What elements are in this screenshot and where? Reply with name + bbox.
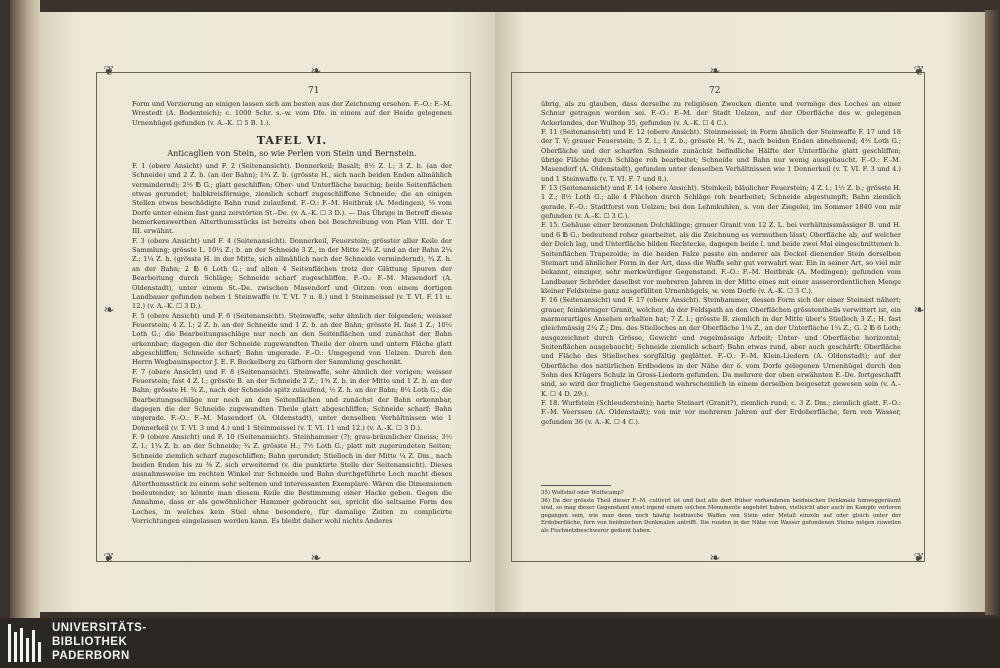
ornament-bottom-left-icon: ❦ bbox=[103, 551, 115, 566]
paragraph-f11: F. 11 (Seitenansicht) und F. 12 (obere Ansicht). Steinmeissel; in Form ähnlich der Steinwaffe F. 17 und 18 der T. V; grauer Feuerstein; 5 Z. l.; 1 Z. b.; grösste H. ⅝ Z., nach beiden Enden abnehmend; 4½ Loth G.; Oberfläche und der scharfen Schneide zunächst befindliche Hälfte der Unterfläche glatt geschliffen; übrige Fläche durch Schläge roh bearbeitet; Schneide und Bahn nur wenig ausgebaucht. F.–O.: F.–M. Masendorf (A. Oldenstadt), gefunden unter denselben Verhältnissen wie 1 Donnerkeil (v. T. VI. F. 3 und 4.) und 1 Steinwaffe (v. T. VI. F. 7 und 8.). bbox=[541, 128, 901, 183]
plate-title: TAFEL VI. bbox=[256, 134, 328, 148]
paragraph-f3: F. 3 (obere Ansicht) und F. 4 (Seitenansicht). Donnerkeil, Feuerstein; grösster aller Keile der Sammlung; grösste L. 10¼ Z.; b. an der Schneide 3 Z., in der Mitte 2¾ Z. und an der Bahn 2¼ Z.; 1¼ Z. h. (grösste H. in der Mitte, sich allmählich nach der Schneide vermindernd), ¾ Z. h. an der Bahn; 2 ℔ 6 Loth G.; auf allen 4 Seitenflächen trotz der Glättung Spuren der Bearbeitung durch Schläge; Schneide scharf zugeschliffen. F.–O.: F.–M. Masendorf (A. Oldenstadt), unter einem St.–De. zwischen Masendorf und Oitzen von einem dortigen Landbauer gefunden neben 1 Steinwaffe (v. T. VI. 7 u. 8.) und 1 Steinmeissel (v. T. VI. F. 11 u. 12.) (v. A.–K. ☐ 3 D.). bbox=[132, 236, 452, 311]
ornament-top-left-icon: ❦ bbox=[103, 64, 115, 79]
ornament-mid-left-icon: ❧ bbox=[103, 303, 115, 318]
library-name-line2: BIBLIOTHEK bbox=[52, 636, 128, 648]
ornament-top-center-icon: ❧ bbox=[310, 64, 322, 79]
paragraph-continuation: übrig, als zu glauben, dass derselbe zu religiösen Zwecken diente und vermöge des Loches an einer Schnur getragen worden sei. F.–O.: F.–M. der Stadt Uelzen, auf der Oberfläche des w. gelegenen Ackerlandes, der Wulhop 35, gefunden (v. A.–K. ☐ 4 C.). bbox=[541, 100, 901, 127]
right-page bbox=[495, 12, 985, 612]
paragraph-f9: F. 9 (obere Ansicht) und F. 10 (Seitenansicht). Steinhammer (?); grau-bräunlicher Gneiss; 3½ Z. l.; 1¾ Z. b. an der Schneide; ¾ Z. grösste H.; 7½ Loth G.; platt mit zugerundeten Seiten; Schneide ziemlich scharf zugeschliffen; Bahn gerundet; Stielloch in der Mitte ¼ Z. Dm., nach beiden Enden bis zu ⅜ Z. sich erweiternd (v. die punktirte Stelle der Seitenansicht). Dieses ausnahmsweise im rechten Winkel zur Schneide und Bahn durchgeführte Loch macht dieses Alterthumsstück zu einem sehr seltenen und interessanten Exemplare. Wären die Dimensionen bedeutender, so könnte man diesem Keile die Bestimmung einer Hacke geben. Gegen die Annahme, dass er als gewöhnlicher Hammer gebraucht sei, spricht die seltsame Form des Loches, in welches kein Stiel ohne besondere, für damalige Zeiten zu complicirte Vorrichtungen eingelassen werden kann. Es bleibt daher wohl nichts Anderes bbox=[132, 433, 452, 526]
paragraph-f16: F. 16 (Seitenansicht) und F. 17 (obere Ansicht). Steinhammer, dessen Form sich der einer Steinaxt nähert; grauer, feinkörniger Granit, welcher, da der Feldspath an den Oberflächen grösstentheils verwittert ist, ein marmorartiges Ansehen erhalten hat; 7 Z. l.; grösste B. ziemlich in der Mitte über's Stielloch 3 Z.; H. fast gleichmässig 2¼ Z.; Dm. des Stielloches an der Oberfläche 1¼ Z., an der Unterfläche 1¼ Z.; G. 2 ℔ 6 Loth; ausgezeichnet durch Grösse, Gewicht und regelmässige Arbeit; Unter- und Oberfläche horizontal; Seitenflächen ausgebaucht; Schneide ziemlich scharf; Bahn etwas rund, aber auch geschärft; Oberfläche und Fläche des Stielloches sorgfältig geglättet. F.–O.: F.–M. Klein-Liedern (A. Oldenstadt); auf der Oberfläche des natürlichen Erdbodens in der Nähe der ö. vom Dorfe gelegenen Urnenhügel durch den Sohn des Krügers Schulz in Gross-Liedern gefunden. Da mehrere der oben erwähnten E.-De. fortgeschafft sind, so wird der fragliche Gegenstand wahrscheinlich in einem derselben beigesetzt gewesen sein (v. A.–K. ☐ 4 D. 29.). bbox=[541, 296, 901, 398]
ornament-top-right-corner-icon: ❦ bbox=[913, 64, 925, 79]
library-logo-icon bbox=[8, 624, 44, 662]
left-page-number: 71 bbox=[308, 86, 320, 96]
paragraph-f7: F. 7 (obere Ansicht) und F. 8 (Seitenansicht). Steinwaffe, sehr ähnlich der vorigen; weisser Feuerstein; fast 4 Z. l.; grösste B. an der Schneide 2 Z.; 1¾ Z. b. in der Mitte und 1 Z. b. an der Bahn; grösste H. ¾ Z., nach der Schneide spitz zulaufend, ½ Z. h. an der Bahn; 8¼ Loth G.; die Bearbeitungsschläge nur noch an den Seitenflächen und zunächst der Bahn erkennbar, dagegen die der Schneide zugewandten Theile glatt abgeschliffen; Schneide scharf; Bahn ungerade. F.–O.: F.–M. Masendorf (A. Oldenstadt), unter denselben Verhältnissen wie 1 Donnerkeil (v. T. VI. 3 und 4.) und 1 Steinmeissel (v. T. VI. 11 und 12.) (v. A.–K. ☐ 3 D.). bbox=[132, 367, 452, 432]
library-name-line1: UNIVERSITÄTS- bbox=[52, 622, 147, 634]
paragraph-f5: F. 5 (obere Ansicht) und F. 6 (Seitenansicht). Steinwaffe, sehr ähnlich der folgenden; weisser Feuerstein; 4 Z. l.; 2 Z. b. an der Schneide und 1 Z. b. an der Bahn; grösste H. fast 1 Z.; 10½ Loth G.; die Bearbeitungsschläge nur noch an den Seitenflächen und zunächst der Bahn erkennbar; dagegen die der Schneide zugewandten Theile der obern und untern Fläche glatt abgeschliffen; Schneide scharf; Bahn ungerade. F.–O.: Umgegend von Uelzen. Durch den Herrn Wegbauinspector J. E. F. Bockelberg zu Gifhorn der Sammlung geschenkt. bbox=[132, 311, 452, 367]
intro-paragraph: Form und Verzierung an einigen lassen sich am besten aus der Zeichnung ersehen. F.–O.: F.–M. Wrestedt (A. Bodenteich); c. 1000 Schr. s.–w. vom Dfe. in einem auf der Heide gelegenen Urnenhügel gefunden (v. A.–K. ☐ 5 B. 1.). bbox=[132, 100, 452, 127]
footnote-35: 35) Wolfshof oder Wolfscamp? bbox=[541, 490, 624, 496]
footnote-36: 36) Da der grösste Theil dieser F.–M. cultivirt ist und fast alle dort früher vorhandenen heidnischen Denkmale hinweggeräumt sind, so mag dieser Gegenstand einst irgend einem solchen Monumente angehört haben, vielleicht aber auch im Kampfe verloren gegangen sein, wie man denn noch häufig heidnische Waffen von Stein oder Metall einzeln auf oder gleich unter der Erdoberfläche, fern von heidnischen Denkmalen antrifft. Die runden in der Nähe von Wasser gefundenen Steine mögen zuweilen als Fischnetzbeschwerer gedient haben. bbox=[541, 497, 901, 534]
ornament-bottom-right-corner-icon: ❦ bbox=[913, 551, 925, 566]
left-page-body bbox=[132, 100, 452, 526]
right-page-number: 72 bbox=[709, 86, 721, 96]
paragraph-f15: F. 15. Gehäuse einer bronzenen Dolchklinge; grauer Granit von 12 Z. L. bei verhältnissmässiger B. und H. und 6 ℔ G.; bedeutend roher gearbeitet, als die Zeichnung es vermuthen lässt; Oberfläche ab, auf welcher der Dolch lag, und Unterfläche bilden Rechtecke, dagegen beide l. und beide zwei Mal eingeschnittenen b. Seitenflächen Trapezoide; in die beiden Falze passte ein anderer als Deckel dienender Stein derselben Steinart und ähnlicher Form in der Art, dass die Waffe sehr gut verwahrt war. Ein in seiner Art, so viel mir bekannt, einziger, sehr merkwürdiger Gegenstand. F.–O.: F.–M. Heitbrak (A. Medingen); gefunden vom Landbauer Schröder daselbst vor mehreren Jahren in der Mitte eines mit einer ausserordentlichen Menge kleiner Feldsteine ganz ausgefüllten Urnenhügels, w. vom Dorfe (v. A.–K. ☐ 3 C.). bbox=[541, 221, 901, 295]
plate-subtitle: Anticaglien von Stein, so wie Perlen von Stein und Bernstein. bbox=[167, 149, 417, 159]
paragraph-f18: F. 18. Wurfstein (Schleuderstein); harte Steinart (Granit?), ziemlich rund; c. 3 Z. Dm.; ziemlich glatt. F.–O.: F.–M. Veerssen (A. Oldenstadt); von mir vor mehreren Jahren auf der Erdoberfläche, fern von Wasser, gefunden 36 (v. A.–K. ☐ 4 C.). bbox=[541, 399, 901, 426]
paragraph-f13: F. 13 (Seitenansicht) und F. 14 (obere Ansicht). Steinkeil; bläulicher Feuerstein; 4 Z. l.; 1½ Z. b.; grösste H. 1 Z.; 8½ Loth G.; alle 4 Flächen durch Schläge roh bearbeitet; Schneide abgestumpft; Bahn ziemlich gerade. F.–O.: Stadtforst von Uelzen; bei den Lehmkuhlen, s. von der Ziegelei, im Sommer 1840 von mir gefunden (v. A.–K. ☐ 3 C.). bbox=[541, 184, 901, 221]
library-footer bbox=[0, 618, 1000, 668]
footnotes bbox=[541, 490, 901, 536]
ornament-mid-right-icon: ❧ bbox=[913, 303, 925, 318]
ornament-bottom-center-icon: ❧ bbox=[310, 551, 322, 566]
book-right-edge bbox=[985, 10, 1000, 615]
footnote-rule bbox=[541, 485, 611, 486]
ornament-top-center-right-icon: ❧ bbox=[709, 64, 721, 79]
left-page bbox=[40, 12, 495, 612]
paragraph-f1: F. 1 (obere Ansicht) und F. 2 (Seitenansicht). Donnerkeil; Basalt; 8½ Z. l.; 3 Z. b. (an der Schneide) und 2 Z. b. (an der Bahn); 1¾ Z. b. (grösste H., sich nach beiden Enden allmählich vermindernd); 2½ ℔ G.; glatt geschliffen; Ober- und Unterfläche bauchig; beide Seitenflächen etwas gerundet; halbkreisförmige, ziemlich scharf zugeschliffene Schneide; die an einigen Stellen etwas beschädigte Bahn rund zulaufend. F.–O.: F.–M. Heitbrak (A. Medingen), ⅛ vom Dorfe unter einem fast ganz zerstörten St.–De. (v. A.–K. ☐ 3 D.). — Das Übrige in Betreff dieses bemerkenswerthen Alterthumsstücks ist bereits oben bei Beschreibung von Plan VIII. der T. III. erwähnt. bbox=[132, 162, 452, 236]
ornament-bottom-center-right-icon: ❧ bbox=[709, 551, 721, 566]
library-name-line3: PADERBORN bbox=[52, 650, 130, 662]
book-left-edge bbox=[10, 0, 40, 618]
right-page-body bbox=[541, 100, 901, 427]
